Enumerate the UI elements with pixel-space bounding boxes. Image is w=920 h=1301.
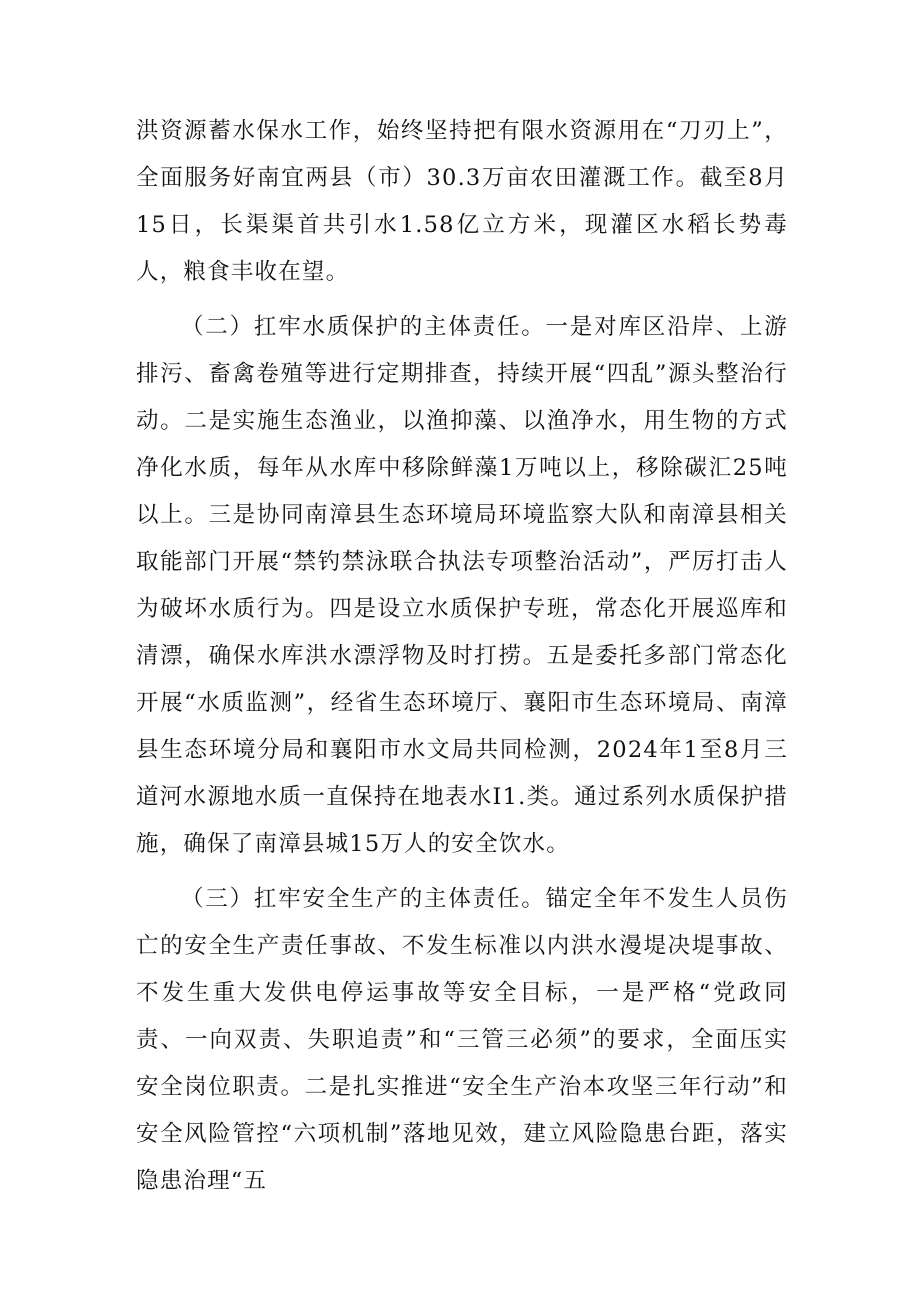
paragraph-continuation: 洪资源蓄水保水工作，始终坚持把有限水资源用在“刀刃上”，全面服务好南宜两县（市）30.3万亩农田灌溉工作。截至8月15日，长渠渠首共引水1.58亿立方米，现灌区水稻长势毒人，粮食丰收在望。 bbox=[136, 118, 788, 285]
paragraph-water-quality: （二）扛牢水质保护的主体责任。一是对库区沿岸、上游排污、畜禽卷殖等进行定期排查，持续开展“四乱”源头整治行动。二是实施生态渔业，以渔抑藻、以渔净水，用生物的方式净化水质，每年从水库中移除鲜藻1万吨以上，移除碳汇25吨以上。三是协同南漳县生态环境局环境监察大队和南漳县相关取能部门开展“禁钓禁泳联合执法专项整治活动”，严厉打击人为破坏水质行为。四是设立水质保护专班，常态化开展巡库和清漂，确保水库洪水漂浮物及时打捞。五是委托多部门常态化开展“水质监测”，经省生态环境厅、襄阳市生态环境局、南漳县生态环境分局和襄阳市水文局共同检测，2024年1至8月三道河水源地水质一直保持在地表水I1.类。通过系列水质保护措施，确保了南漳县城15万人的安全饮水。 bbox=[136, 314, 788, 857]
document-body bbox=[136, 108, 788, 1205]
paragraph-safety-production: （三）扛牢安全生产的主体责任。锚定全年不发生人员伤亡的安全生产责任事故、不发生标准以内洪水漫堤决堤事故、不发生重大发供电停运事故等安全目标，一是严格“党政同责、一向双责、失职追责”和“三管三必须”的要求，全面压实安全岗位职责。二是扎实推进“安全生产治本攻坚三年行动”和安全风险管控“六项机制”落地见效，建立风险隐患台距，落实隐患治理“五 bbox=[136, 886, 788, 1194]
